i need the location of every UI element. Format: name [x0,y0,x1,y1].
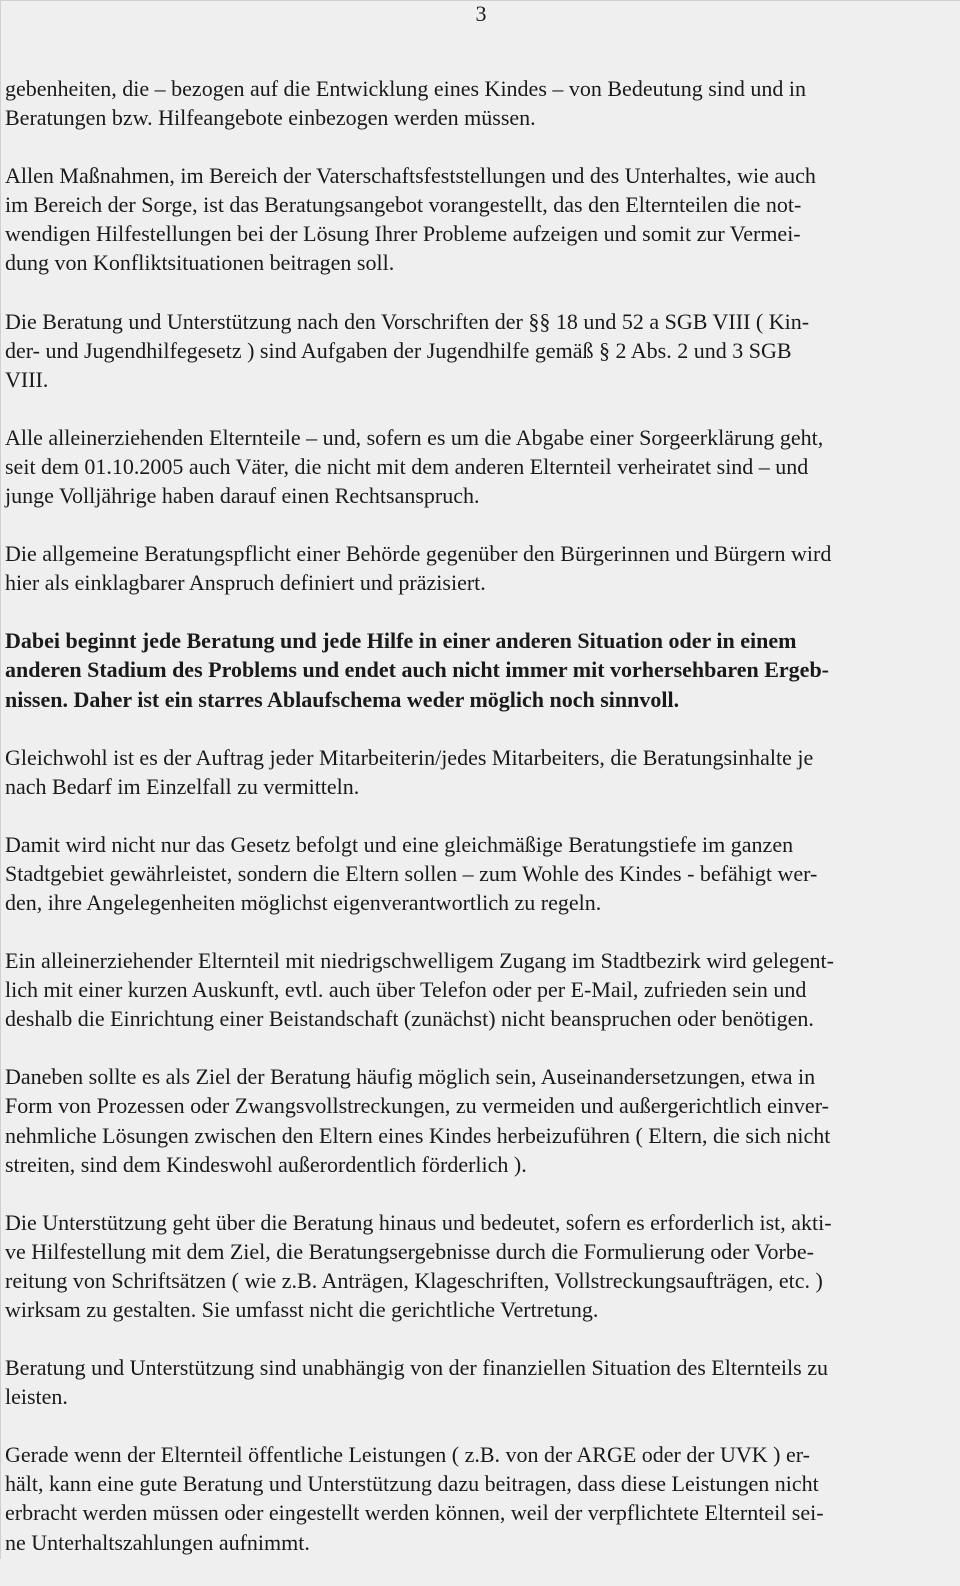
text-line: ve Hilfestellung mit dem Ziel, die Beratungsergebnisse durch die Formulierung oder Vorbe- [5,1238,814,1264]
paragraph-5 [5,539,959,597]
text-line: Daneben sollte es als Ziel der Beratung häufig möglich sein, Auseinandersetzungen, etwa in [5,1064,816,1090]
text-line: erbracht werden müssen oder eingestellt werden können, weil der verpflichtete Elternteil sei- [5,1500,824,1526]
text-line: nach Bedarf im Einzelfall zu vermitteln. [5,773,360,799]
text-line: Gerade wenn der Elternteil öffentliche Leistungen ( z.B. von der ARGE oder der UVK ) er- [5,1442,810,1468]
text-line: nissen. Daher ist ein starres Ablaufschema weder möglich noch sinnvoll. [5,686,680,712]
text-line: ne Unterhaltszahlungen aufnimmt. [5,1529,310,1555]
text-line: den, ihre Angelegenheiten möglichst eigenverantwortlich zu regeln. [5,889,602,915]
paragraph-1 [5,74,959,132]
text-line: leisten. [5,1384,68,1410]
text-line: anderen Stadium des Problems und endet auch nicht immer mit vorhersehbaren Ergeb- [5,657,830,683]
text-line: Stadtgebiet gewährleistet, sondern die Eltern sollen – zum Wohle des Kindes - befähigt wer- [5,860,818,886]
paragraph-12 [5,1353,959,1411]
text-line: lich mit einer kurzen Auskunft, evtl. auch über Telefon oder per E-Mail, zufrieden sein und [5,977,807,1003]
text-line: Damit wird nicht nur das Gesetz befolgt und eine gleichmäßige Beratungstiefe im ganzen [5,831,794,857]
paragraph-6 [5,626,959,713]
text-line: Form von Prozessen oder Zwangsvollstreckungen, zu vermeiden und außergerichtlich einver- [5,1093,829,1119]
text-line: junge Volljährige haben darauf einen Rechtsanspruch. [5,483,480,509]
paragraph-9 [5,946,959,1033]
text-line: Beratungen bzw. Hilfeangebote einbezogen werden müssen. [5,105,536,131]
text-line: nehmliche Lösungen zwischen den Eltern eines Kindes herbeizuführen ( Eltern, die sich nicht [5,1122,831,1148]
text-line: Alle alleinerziehenden Elternteile – und, sofern es um die Abgabe einer Sorgeerklärung geht, [5,424,824,450]
page-number: 3 [475,1,487,26]
text-line: Beratung und Unterstützung sind unabhängig von der finanziellen Situation des Elternteils zu [5,1355,828,1381]
paragraph-7 [5,743,959,801]
text-line: Ein alleinerziehender Elternteil mit niedrigschwelligem Zugang im Stadtbezirk wird gelegent- [5,948,834,974]
paragraph-8 [5,830,959,917]
paragraph-2 [5,161,959,277]
paragraph-10 [5,1062,959,1178]
text-line: hier als einklagbarer Anspruch definiert und präzisiert. [5,570,486,596]
paragraph-13 [5,1440,959,1556]
text-line: Allen Maßnahmen, im Bereich der Vaterschaftsfeststellungen und des Unterhaltes, wie auch [5,163,816,189]
text-line: der- und Jugendhilfegesetz ) sind Aufgaben der Jugendhilfe gemäß § 2 Abs. 2 und 3 SGB [5,337,792,363]
text-line: VIII. [5,366,49,392]
text-line: im Bereich der Sorge, ist das Beratungsangebot vorangestellt, das den Elternteilen die not- [5,192,802,218]
text-line: wirksam zu gestalten. Sie umfasst nicht die gerichtliche Vertretung. [5,1297,599,1322]
text-line: dung von Konfliktsituationen beitragen soll. [5,250,395,276]
text-line: streiten, sind dem Kindeswohl außerordentlich förderlich ). [5,1151,527,1177]
text-line: Gleichwohl ist es der Auftrag jeder Mitarbeiterin/jedes Mitarbeiters, die Beratungsinhalte je [5,744,814,770]
paragraph-3 [5,307,959,394]
text-line: deshalb die Einrichtung einer Beistandschaft (zunächst) nicht beanspruchen oder benötigen. [5,1006,814,1032]
text-line: Dabei beginnt jede Beratung und jede Hilfe in einer anderen Situation oder in einem [5,628,797,654]
text-line: hält, kann eine gute Beratung und Unterstützung dazu beitragen, dass diese Leistungen nicht [5,1471,819,1497]
text-line: gebenheiten, die – bezogen auf die Entwicklung eines Kindes – von Bedeutung sind und in [5,76,806,101]
paragraph-4 [5,423,959,510]
paragraph-11 [5,1208,959,1324]
body-text [5,74,959,1586]
text-line: seit dem 01.10.2005 auch Väter, die nicht mit dem anderen Elternteil verheiratet sind – und [5,453,809,479]
text-line: Die allgemeine Beratungspflicht einer Behörde gegenüber den Bürgerinnen und Bürgern wird [5,541,832,567]
text-line: Die Beratung und Unterstützung nach den Vorschriften der §§ 18 und 52 a SGB VIII ( Kin- [5,308,810,334]
text-line: reitung von Schriftsätzen ( wie z.B. Anträgen, Klageschriften, Vollstreckungsaufträgen, etc. ) [5,1267,823,1293]
text-line: wendigen Hilfestellungen bei der Lösung Ihrer Probleme aufzeigen und somit zur Vermei- [5,221,801,247]
text-line: Die Unterstützung geht über die Beratung hinaus und bedeutet, sofern es erforderlich ist, akti- [5,1209,832,1235]
